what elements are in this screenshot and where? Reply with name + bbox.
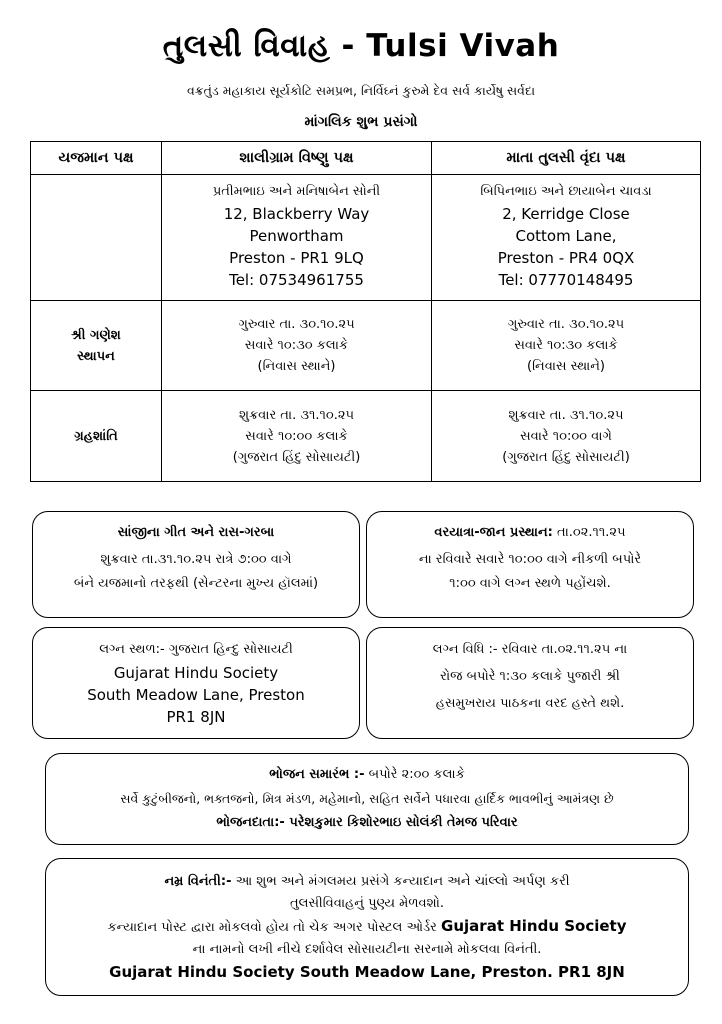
vidhi-line3: હસમુખરાય પાઠકના વરદ હસ્તે થશે.	[435, 696, 625, 711]
tulsi-host-cell	[432, 175, 701, 301]
venue-heading: લગ્ન સ્થળ:- ગુજરાત હિન્દુ સોસાયટી	[99, 642, 293, 657]
ganesh-vishnu-cell	[162, 301, 432, 391]
bhojan-time: બપોરે ૨:૦૦ કલાકે	[368, 767, 465, 782]
ganesh-tulsi-date: ગુરુવાર તા. ૩૦.૧૦.૨૫	[507, 317, 625, 332]
request-heading: નમ્ર વિનંતી:-	[164, 874, 232, 889]
tulsi-address-line3: Preston - PR4 0QX	[497, 249, 635, 267]
tulsi-host-names: બિપિનભાઇ અને છાયાબેન ચાવડા	[480, 184, 652, 199]
varyatra-date: તા.૦૨.૧૧.૨૫	[556, 525, 626, 540]
venue-line1: Gujarat Hindu Society	[113, 664, 279, 682]
table-row-ganesh	[31, 301, 701, 391]
sanji-box	[32, 511, 360, 618]
grahshanti-vishnu-place: (ગુજરાત હિંદુ સોસાયટી)	[232, 449, 361, 465]
varyatra-line1: ના રવિવારે સવારે ૧૦:૦૦ વાગે નીકળી બપોરે	[418, 552, 642, 567]
ganesh-tulsi-time: સવારે ૧૦:૩૦ કલાકે	[514, 338, 618, 353]
request-box	[45, 858, 689, 996]
vishnu-address-line2: Penwortham	[249, 227, 344, 245]
tulsi-address-line2: Cottom Lane,	[515, 227, 617, 245]
ganesh-tulsi-place: (નિવાસ સ્થાને)	[527, 359, 605, 374]
grahshanti-tulsi-cell	[432, 391, 701, 482]
grahshanti-tulsi-place: (ગુજરાત હિંદુ સોસાયટી)	[502, 449, 630, 465]
request-line2: તુલસીવિવાહનું પુણ્ય મેળવશો.	[290, 896, 444, 911]
vidhi-box	[366, 627, 694, 739]
venue-box	[32, 627, 360, 739]
vidhi-line2: રોજ બપોરે ૧:૩૦ કલાકે પુજારી શ્રી	[440, 669, 620, 684]
vishnu-host-names: પ્રતીમભાઇ અને મનિષાબેન સોની	[212, 184, 381, 199]
bhojan-invite: સર્વે કુટુંબીજનો, ભક્તજનો, મિત્ર મંડળ, મહેમાનો, સહિત સર્વેને પધારવા હાર્દિક ભાવભીનું આમંત્રણ છે	[120, 791, 614, 806]
request-line3b: Gujarat Hindu Society	[441, 917, 627, 935]
header-tulsi: માતા તુલસી વૃંદા પક્ષ	[432, 142, 701, 175]
vidhi-heading: લગ્ન વિધિ :-	[432, 642, 498, 657]
events-table	[30, 141, 701, 482]
header-vishnu: શાલીગ્રામ વિષ્ણુ પક્ષ	[162, 142, 432, 175]
bhojan-donor: ભોજનદાતા:- પરેશકુમાર કિશોરભાઇ સોલંકી તેમજ પરિવાર	[216, 815, 518, 830]
request-line3a: કન્યાદાન પોસ્ટ દ્વારા મોકલવો હોય તો ચેક અગર પોસ્ટલ ઓર્ડર	[107, 920, 437, 935]
request-line5: Gujarat Hindu Society South Meadow Lane, Preston. PR1 8JN	[109, 963, 625, 981]
ganesh-vishnu-date: ગુરુવાર તા. ૩૦.૧૦.૨૫	[238, 317, 355, 332]
varyatra-heading: વરયાત્રા-જાન પ્રસ્થાન:	[434, 525, 553, 540]
sanji-heading: સાંજીના ગીત અને રાસ-ગરબા	[117, 525, 275, 540]
vishnu-phone: Tel: 07534961755	[229, 271, 364, 289]
grahshanti-vishnu-date: શુક્રવાર તા. ૩૧.૧૦.૨૫	[238, 407, 355, 423]
vishnu-address-line3: Preston - PR1 9LQ	[229, 249, 364, 267]
ganesh-vishnu-place: (નિવાસ સ્થાને)	[257, 359, 336, 374]
grahshanti-tulsi-date: શુક્રવાર તા. ૩૧.૧૦.૨૫	[508, 407, 624, 423]
varyatra-box	[366, 511, 694, 618]
header-host: યજમાન પક્ષ	[31, 142, 162, 175]
tulsi-address-line1: 2, Kerridge Close	[502, 205, 630, 223]
varyatra-line2: ૧:૦૦ વાગે લગ્ન સ્થળે પહોંચશે.	[449, 576, 611, 591]
request-line4: ના નામનો લખી નીચે દર્શાવેલ સોસાયટીના સરનામે મોકલવા વિનંતી.	[192, 942, 542, 957]
ganesh-vishnu-time: સવારે ૧૦:૩૦ કલાકે	[244, 338, 349, 353]
table-header-row	[31, 142, 701, 175]
bhojan-box	[45, 753, 689, 845]
vidhi-line1: રવિવાર તા.૦૨.૧૧.૨૫ ના	[501, 642, 628, 657]
bhojan-heading: ભોજન સમારંભ :-	[269, 767, 365, 782]
venue-line2: South Meadow Lane, Preston	[87, 686, 305, 704]
ganesh-label: શ્રી ગણેશ સ્થાપન	[31, 301, 162, 391]
sanji-line2: બંને યજમાનો તરફથી (સેન્ટરના મુખ્ય હૉલમાં)	[73, 576, 319, 591]
table-row-hosts	[31, 175, 701, 301]
table-row-grahshanti	[31, 391, 701, 482]
tulsi-phone: Tel: 07770148495	[498, 271, 634, 289]
section-heading: માંગલિક શુભ પ્રસંગો	[304, 114, 418, 130]
grahshanti-vishnu-cell	[162, 391, 432, 482]
vishnu-host-cell	[162, 175, 432, 301]
venue-line3: PR1 8JN	[166, 708, 226, 726]
ganesh-mantra: વક્રતુંડ મહાકાય સૂર્યકોટિ સમપ્રભ, નિર્વિઘ્નં કુરુમે દેવ સર્વ કાર્યેષુ સર્વદા	[186, 83, 536, 98]
grahshanti-label: ગ્રહશાંતિ	[31, 391, 162, 482]
request-line1: આ શુભ અને મંગલમય પ્રસંગે કન્યાદાન અને ચાંલ્લો અર્પણ કરી	[235, 874, 570, 889]
empty-cell	[31, 175, 162, 301]
grahshanti-tulsi-time: સવારે ૧૦:૦૦ વાગે	[520, 428, 612, 444]
ganesh-tulsi-cell	[432, 301, 701, 391]
vishnu-address-line1: 12, Blackberry Way	[223, 205, 370, 223]
page-title: તુલસી વિવાહ - Tulsi Vivah	[162, 28, 560, 64]
grahshanti-vishnu-time: સવારે ૧૦:૦૦ કલાકે	[245, 428, 348, 444]
sanji-line1: શુક્રવાર તા.૩૧.૧૦.૨૫ રાત્રે ૭:૦૦ વાગે	[100, 552, 292, 567]
